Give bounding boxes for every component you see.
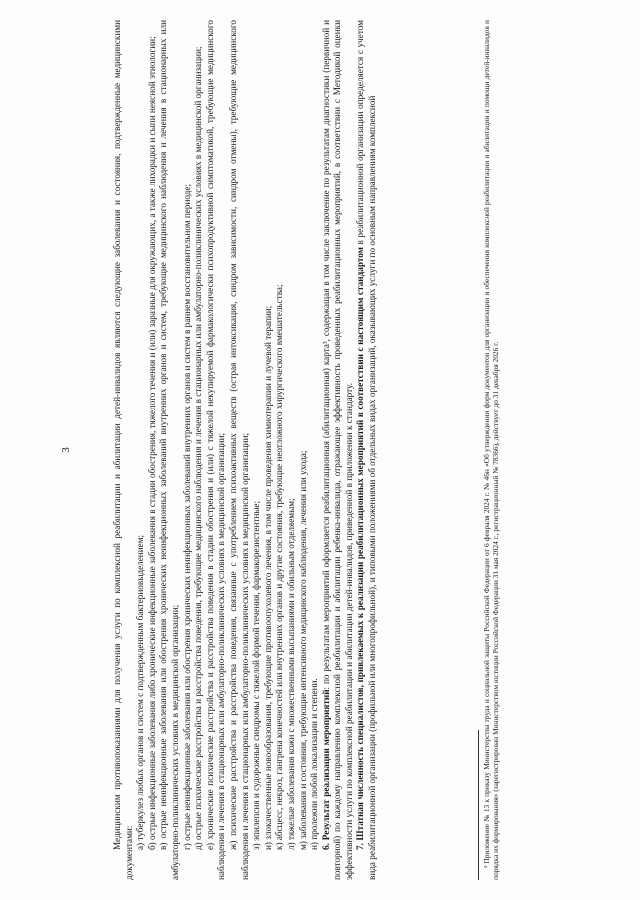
paragraph: м) заболевания и состояния, требующие интенсивного медицинского наблюдения, лечения или ухода;: [297, 450, 308, 850]
section-7: [355, 20, 378, 880]
document-body: [112, 20, 379, 880]
rotated-content: [60, 20, 540, 880]
paragraph: Медицинским противопоказаниями для получения услуги по комплексной реабилитации и абилитации детей-инвалидов являются следующие заболевания и состояния, подтвержденные медицинскими документами:: [112, 20, 134, 880]
paragraph: ж) психические расстройства и расстройства поведения, связанные с употреблением психоактивных веществ (острая интоксикация, синдром зависимости, синдром отмены), требующие медицинского наблюдения и лечения в стационарных или амбулаторно-поликлинических условиях в медицинской организации;: [227, 20, 250, 880]
paragraph: н) пролежни любой локализации и степени.: [309, 678, 320, 850]
paragraph: и) злокачественные новообразования, требующие противоопухолевого лечения, в том числе проведения химиотерапии и лучевой терапии;: [262, 305, 273, 850]
footnote-rule: [478, 730, 479, 880]
paragraph: з) эпилепсия и судорожные синдромы с тяжелой формой течения, фармакорезистентные;: [251, 500, 262, 850]
footnote: ³ Приложение № 13 к приказу Министерства труда и социальной защиты Российской Федерации от 6 февраля 2024 г. № 46н «Об утверждении форм документов для организации и обеспечения комплексной реабилитации и абилитации и помощи детей-инвалидов и порядка их формирования» (зарегистрирован Министерством юстиции Российской Федерации 31 мая 2024 г., регистрационный № 78366), действует до 31 декабря 2026 г.: [482, 20, 501, 880]
section-6-heading: 6. Результат реализации мероприятий: [320, 689, 331, 850]
paragraph-list: [112, 20, 321, 880]
paragraph: а) туберкулез любых органов и систем с подтвержденным бактериовыделением;: [135, 534, 146, 850]
section-7-text: в реабилитационной организации определяется с учетом вида реабилитационной организации (профильной или многопрофильной), и типовыми положениями об отдельных видах организаций, оказывающих услуги по основным направлениям комплексной: [355, 20, 378, 880]
paragraph: е) хронические психические расстройства и расстройства поведения в стадии обострения и (или) с тяжелой некупируемой фармакологически психопродуктивной симптоматикой, требующие медицинского наблюдения и лечения в стационарных или амбулаторно-поликлинических условиях в медицинской организации;: [204, 20, 227, 880]
paragraph: д) острые психические расстройства и расстройства поведения, требующие медицинского наблюдения и лечения в стационарных или амбулаторно-поликлинических условиях в медицинской организации;: [193, 46, 204, 850]
paragraph: к) абсцесс, некроз, гангрена конечностей или внутренних органов и другие состояния, требующие неотложного хирургического вмешательства;: [274, 284, 285, 850]
section-6-text: : по результатам мероприятий оформляется реабилитационная (абилитационная) карта³, содержащая в том числе заключение по результатам диагностики (первичной и повторной) по каждому направлению комплексной реабилитации и абилитации ребенка-инвалида, отражающее эффективность проведенных реабилитационных мероприятий, в соответствии с Методикой оценки эффективности услуги по комплексной реабилитации и абилитации детей-инвалидов, приведенной в приложении к стандарту.: [320, 20, 354, 880]
paragraph: в) острые неинфекционные заболевания или обострения хронических неинфекционных заболеваний внутренних органов и систем, требующие медицинского наблюдения и лечения в стационарных или амбулаторно-поликлинических условиях в медицинской организации;: [158, 20, 180, 880]
page-number: 3: [60, 447, 72, 453]
section-6: [321, 20, 356, 880]
paragraph: б) острые инфекционные заболевания либо хронические инфекционные заболевания в стадии обострения, тяжелого течения и (или) заразные для окружающих, а также лихорадки и сыпи неясной этиологии;: [146, 36, 157, 850]
paragraph: г) острые неинфекционные заболевания или обострения хронических неинфекционных заболеваний внутренних органов и систем в раннем восстановительном периоде;: [181, 184, 192, 850]
section-7-heading: 7. Штатная численность специалистов, привлекаемых к реализации реабилитационных мероприятий в соответствии с настоящим стандартом: [355, 247, 366, 850]
paragraph: л) тяжелые заболевания кожи с множественными высыпаниями и обильным отделяемым;: [285, 498, 296, 850]
